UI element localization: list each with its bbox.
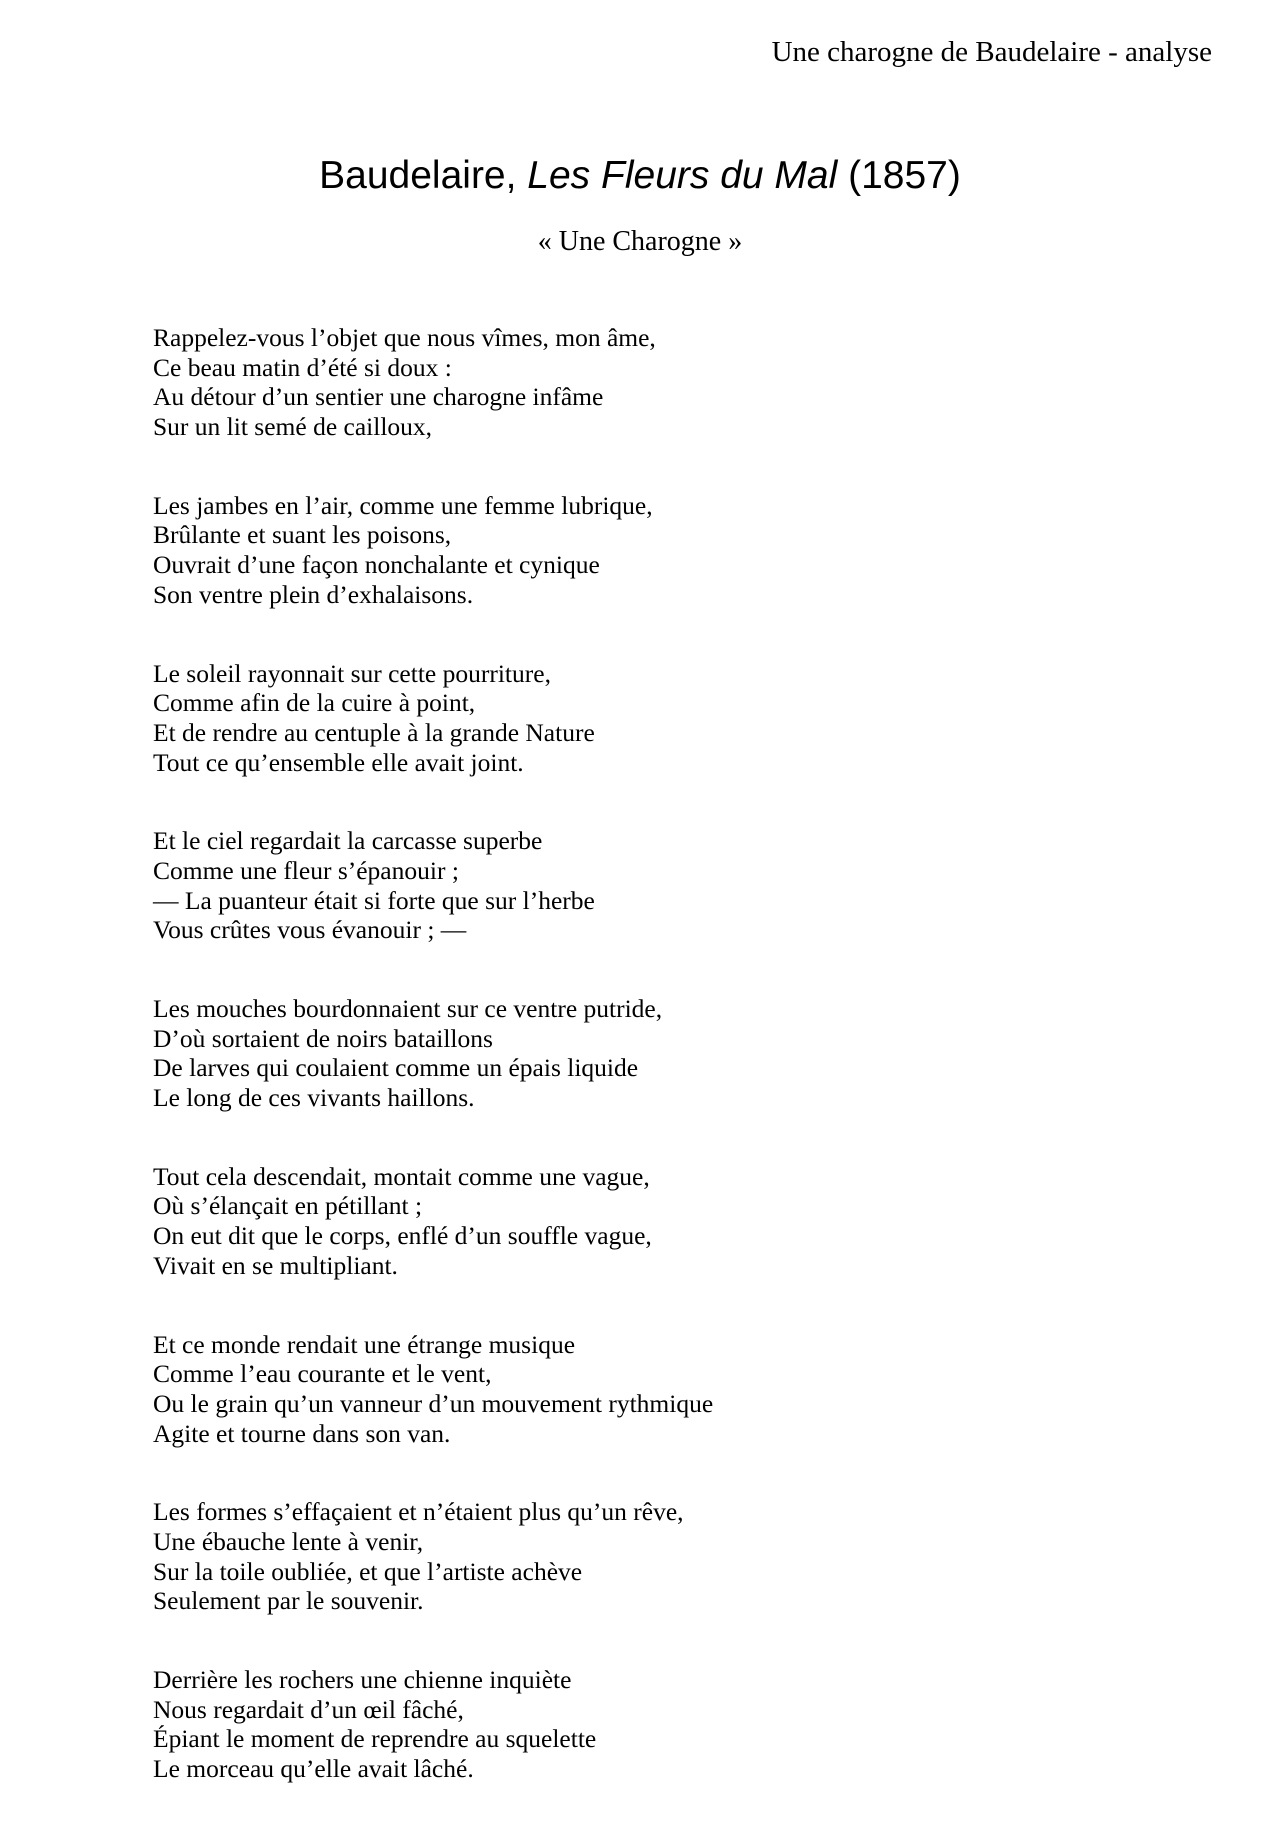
- verse-line: Seulement par le souvenir.: [153, 1586, 424, 1616]
- verse-line: Le morceau qu’elle avait lâché.: [153, 1754, 474, 1784]
- verse-line: Tout cela descendait, montait comme une vague,: [153, 1161, 650, 1191]
- page-title: [0, 152, 1280, 200]
- verse-line: Sur la toile oubliée, et que l’artiste achève: [153, 1556, 583, 1586]
- verse-line: Et ce monde rendait une étrange musique: [153, 1329, 576, 1359]
- poem-body: [153, 323, 1153, 1833]
- verse-line: Derrière les rochers une chienne inquiète: [153, 1665, 572, 1694]
- verse-line: Ouvrait d’une façon nonchalante et cynique: [153, 550, 600, 580]
- verse-line: Brûlante et suant les poisons,: [153, 520, 452, 550]
- verse-line: Tout ce qu’ensemble elle avait joint.: [153, 747, 524, 777]
- verse-line: Rappelez-vous l’objet que nous vîmes, mon âme,: [153, 323, 656, 352]
- verse-line: Agite et tourne dans son van.: [153, 1418, 451, 1448]
- verse-line: Les mouches bourdonnaient sur ce ventre putride,: [153, 994, 663, 1023]
- verse-line: Où s’élançait en pétillant ;: [153, 1191, 423, 1221]
- title-author: Baudelaire,: [319, 154, 528, 197]
- verse-line: Vivait en se multipliant.: [153, 1250, 398, 1280]
- verse-line: Sur un lit semé de cailloux,: [153, 412, 433, 442]
- poem-title: « Une Charogne »: [537, 226, 743, 257]
- stanza: [153, 994, 1153, 1113]
- verse-line: Nous regardait d’un œil fâché,: [153, 1694, 464, 1724]
- verse-line: Vous crûtes vous évanouir ; —: [153, 915, 467, 945]
- stanza: [153, 491, 1153, 610]
- verse-line: Comme afin de la cuire à point,: [153, 688, 476, 718]
- verse-line: Et le ciel regardait la carcasse superbe: [153, 826, 543, 856]
- verse-line: Au détour d’un sentier une charogne infâme: [153, 382, 604, 412]
- verse-line: Ou le grain qu’un vanneur d’un mouvement rythmique: [153, 1388, 714, 1418]
- stanza: [153, 323, 1153, 442]
- verse-line: Son ventre plein d’exhalaisons.: [153, 579, 474, 609]
- verse-line: Épiant le moment de reprendre au squelette: [153, 1724, 597, 1754]
- verse-line: Et de rendre au centuple à la grande Nature: [153, 717, 595, 747]
- verse-line: Une ébauche lente à venir,: [153, 1526, 424, 1556]
- running-header: Une charogne de Baudelaire - analyse: [771, 36, 1212, 68]
- verse-line: D’où sortaient de noirs bataillons: [153, 1023, 493, 1053]
- verse-line: Les jambes en l’air, comme une femme lubrique,: [153, 490, 653, 520]
- stanza: [153, 1665, 1153, 1784]
- stanza: [153, 1162, 1153, 1281]
- verse-line: Les formes s’effaçaient et n’étaient plus qu’un rêve,: [153, 1497, 684, 1527]
- title-year: (1857): [837, 154, 961, 197]
- verse-line: Comme l’eau courante et le vent,: [153, 1359, 492, 1389]
- title-work: Les Fleurs du Mal: [527, 154, 838, 197]
- verse-line: Le soleil rayonnait sur cette pourriture,: [153, 658, 551, 688]
- verse-line: De larves qui coulaient comme un épais liquide: [153, 1053, 639, 1083]
- stanza: [153, 826, 1153, 945]
- verse-line: Comme une fleur s’épanouir ;: [153, 855, 459, 885]
- verse-line: On eut dit que le corps, enflé d’un souffle vague,: [153, 1221, 652, 1251]
- verse-line: — La puanteur était si forte que sur l’herbe: [153, 885, 595, 915]
- verse-line: Ce beau matin d’été si doux :: [153, 352, 452, 382]
- stanza: [153, 1330, 1153, 1449]
- stanza: [153, 659, 1153, 778]
- stanza: [153, 1497, 1153, 1616]
- verse-line: Le long de ces vivants haillons.: [153, 1083, 475, 1113]
